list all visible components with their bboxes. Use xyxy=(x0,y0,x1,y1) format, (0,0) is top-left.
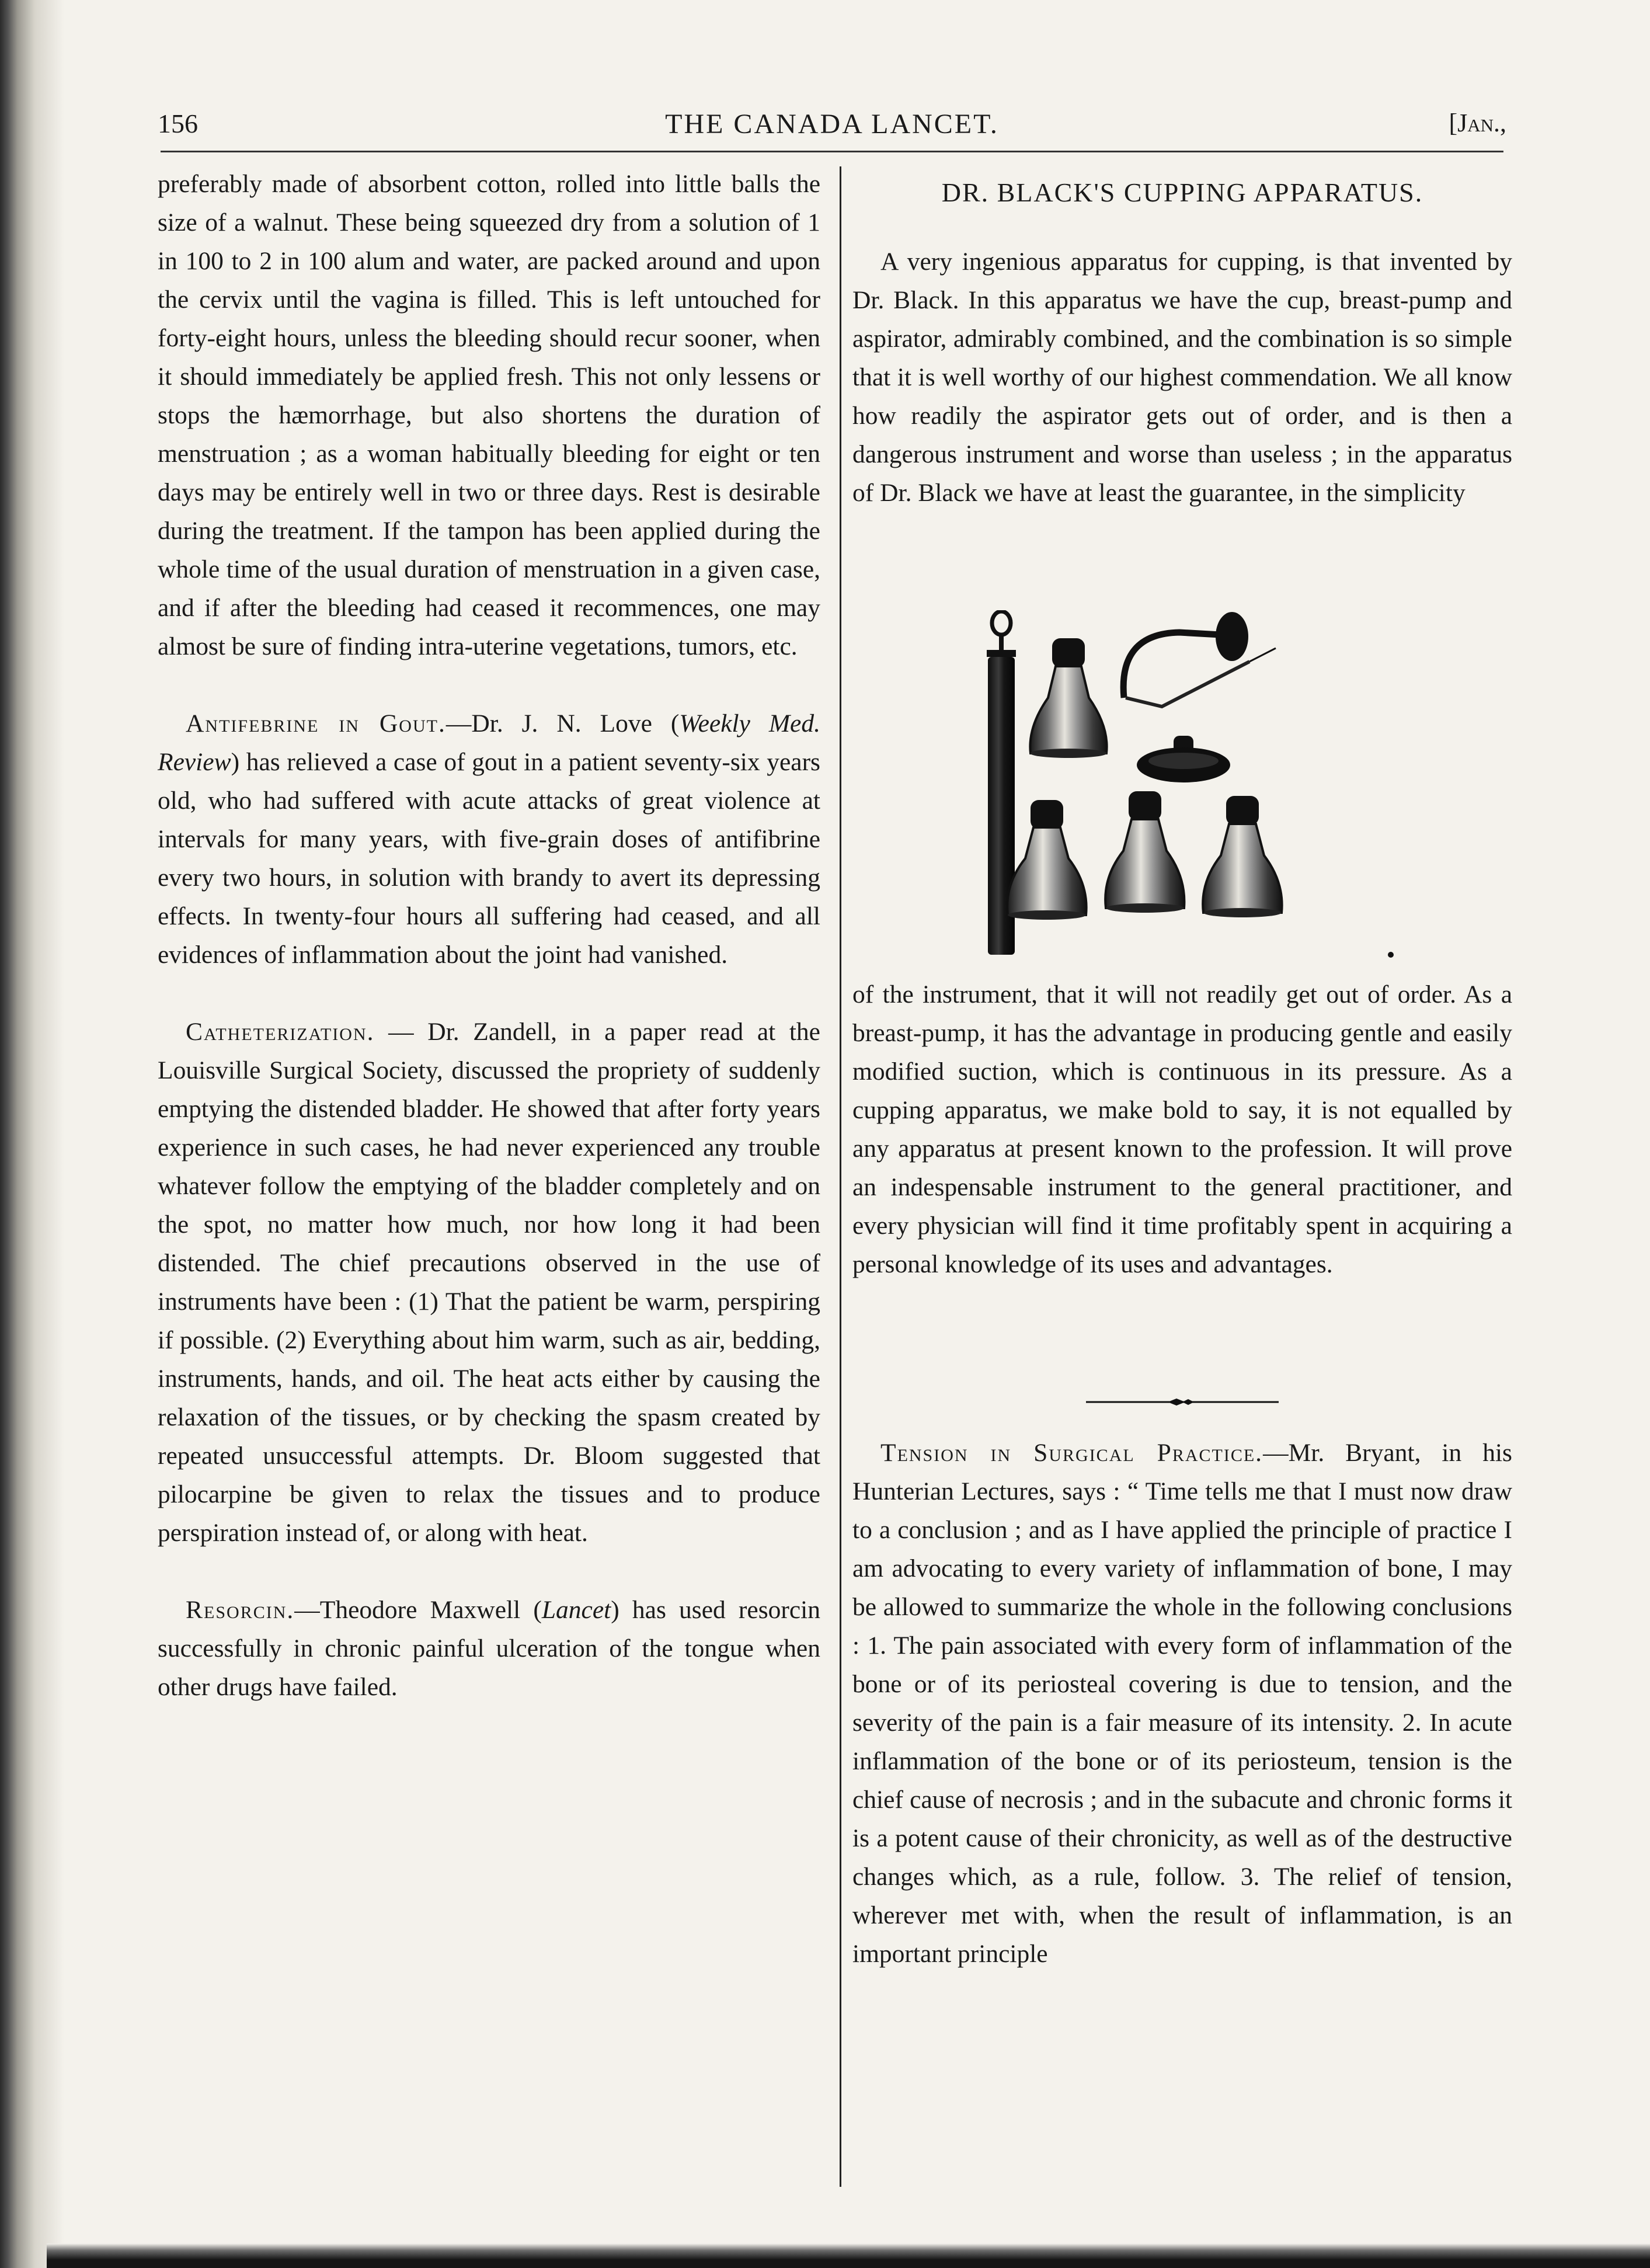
tension-article xyxy=(852,1434,1512,1973)
cupping-apparatus-drawing xyxy=(969,610,1448,961)
resorcin-text: ) has used resorcin successfully in chronic painful ulceration of the tongue when other drugs have failed. xyxy=(158,1596,820,1701)
cup-cap xyxy=(1137,736,1230,782)
header-rule xyxy=(161,151,1503,152)
cupping-glass-2 xyxy=(1105,791,1184,913)
resorcin-heading: Resorcin. xyxy=(186,1596,295,1624)
cupping-paragraph-1: A very ingenious apparatus for cupping, is that invented by Dr. Black. In this apparatus we have the cup, breast-pump and aspirator, admirably combined, and the combination is so simple that it is well worthy of our highest commendation. We all know how readily the aspirator gets out of order, and is then a dangerous instrument and worse than useless ; in the apparatus of Dr. Black we have at least the guarantee, in the simplicity xyxy=(852,248,1512,507)
resorcin-text-start: —Theodore Maxwell ( xyxy=(294,1596,542,1624)
ornament-drawing xyxy=(1086,1399,1279,1406)
cupping-article-continued xyxy=(852,975,1512,1283)
cupping-glass-3 xyxy=(1203,796,1282,917)
aspirator-tube xyxy=(1123,612,1276,707)
antifebrine-text-start: —Dr. J. N. Love ( xyxy=(445,709,680,738)
journal-title: THE CANADA LANCET. xyxy=(665,109,999,140)
cupping-glass-1 xyxy=(1007,800,1086,920)
resorcin-source: Lancet xyxy=(541,1596,611,1624)
antifebrine-article xyxy=(158,704,820,974)
antifebrine-source: Weekly Med. Review xyxy=(158,709,820,776)
catheterization-heading: Catheterization. xyxy=(186,1018,375,1046)
cupping-paragraph-2: of the instrument, that it will not readily get out of order. As a breast-pump, it has the advantage in producing gentle and easily modified suction, which is continuous in its pressure. As a cupping apparatus, we make bold to say, it is not equalled by any apparatus at present known to the profession. It will prove an indespensable instrument to the general practitioner, and every physician will find it time profitably spent in acquiring a personal knowledge of its uses and advantages. xyxy=(852,980,1512,1278)
antifebrine-heading: Antifebrine in Gout. xyxy=(186,709,446,738)
catheterization-article xyxy=(158,1013,820,1552)
section-ornament-rule xyxy=(1086,1399,1279,1406)
column-divider xyxy=(840,166,841,2187)
resorcin-article xyxy=(158,1591,820,1706)
tension-paragraph xyxy=(852,1434,1512,1973)
tension-heading: Tension in Surgical Practice. xyxy=(880,1439,1263,1467)
page-header xyxy=(158,108,1506,143)
issue-month: [Jan., xyxy=(1449,109,1506,137)
cupping-glass-top xyxy=(1030,638,1107,758)
scan-edge-shadow xyxy=(47,2243,1650,2268)
left-column xyxy=(158,165,820,1706)
cupping-article-intro xyxy=(852,242,1512,512)
cupping-apparatus-illustration xyxy=(969,610,1448,961)
continuation-paragraph: preferably made of absorbent cotton, rolled into little balls the size of a walnut. These being squeezed dry from a solution of 1 in 100 to 2 in 100 alum and water, are packed around and upon the cervix until the vagina is filled. This is left untouched for forty-eight hours, unless the bleeding should recur sooner, when it should immediately be applied fresh. This not only lessens or stops the hæmorrhage, but also shortens the duration of menstruation ; as a woman habitually bleeding for eight or ten days may be entirely well in two or three days. Rest is desirable during the treatment. If the tampon has been applied during the whole time of the usual duration of menstruation in a given case, and if after the bleeding had ceased it recommences, one may almost be sure of finding intra-uterine vegetations, tumors, etc. xyxy=(158,170,820,660)
cupping-section-title: DR. BLACK'S CUPPING APPARATUS. xyxy=(941,178,1423,207)
antifebrine-text: ) has relieved a case of gout in a patient seventy-six years old, who had suffered with acute attacks of great violence at intervals for many years, with five-grain doses of antifibrine every two hours, in solution with brandy to avert its depressing effects. In twenty-four hours all suffering had ceased, and all evidences of inflammation about the joint had vanished. xyxy=(158,748,820,969)
catheterization-text: — Dr. Zandell, in a paper read at the Louisville Surgical Society, discussed the propriety of suddenly emptying the distended bladder. He showed that after forty years experience in such cases, he had never experienced any trouble whatever follow the emptying of the bladder completely and on the spot, no matter how much, nor how long it had been distended. The chief precautions observed in the use of instruments have been : (1) That the patient be warm, perspiring if possible. (2) Everything about him warm, such as air, bedding, instruments, hands, and oil. The heat acts either by causing the relaxation of the tissues, or by checking the spasm created by repeated unsuccessful attempts. Dr. Bloom suggested that pilocarpine be given to relax the tissues and to produce perspiration instead of, or along with heat. xyxy=(158,1018,820,1547)
tension-text: —Mr. Bryant, in his Hunterian Lectures, says : “ Time tells me that I must now draw to a conclusion ; and as I have applied the principle of practice I am advocating to every variety of inflammation of bone, I may be allowed to summarize the whole in the following conclusions : 1. The pain associated with every form of inflammation of the bone or of its periosteal covering is due to tension, and the severity of the pain is a fair measure of its intensity. 2. In acute inflammation of the bone or of its periosteum, tension is the chief cause of necrosis ; and in the subacute and chronic forms it is a potent cause of their chronicity, as well as of the destructive changes which, as a rule, follow. 3. The relief of tension, wherever met with, when the result of inflammation, is an important principle xyxy=(852,1439,1512,1968)
page-number: 156 xyxy=(158,109,198,138)
stray-ink-dot xyxy=(1388,952,1394,958)
page-binding-shadow xyxy=(0,0,64,2268)
